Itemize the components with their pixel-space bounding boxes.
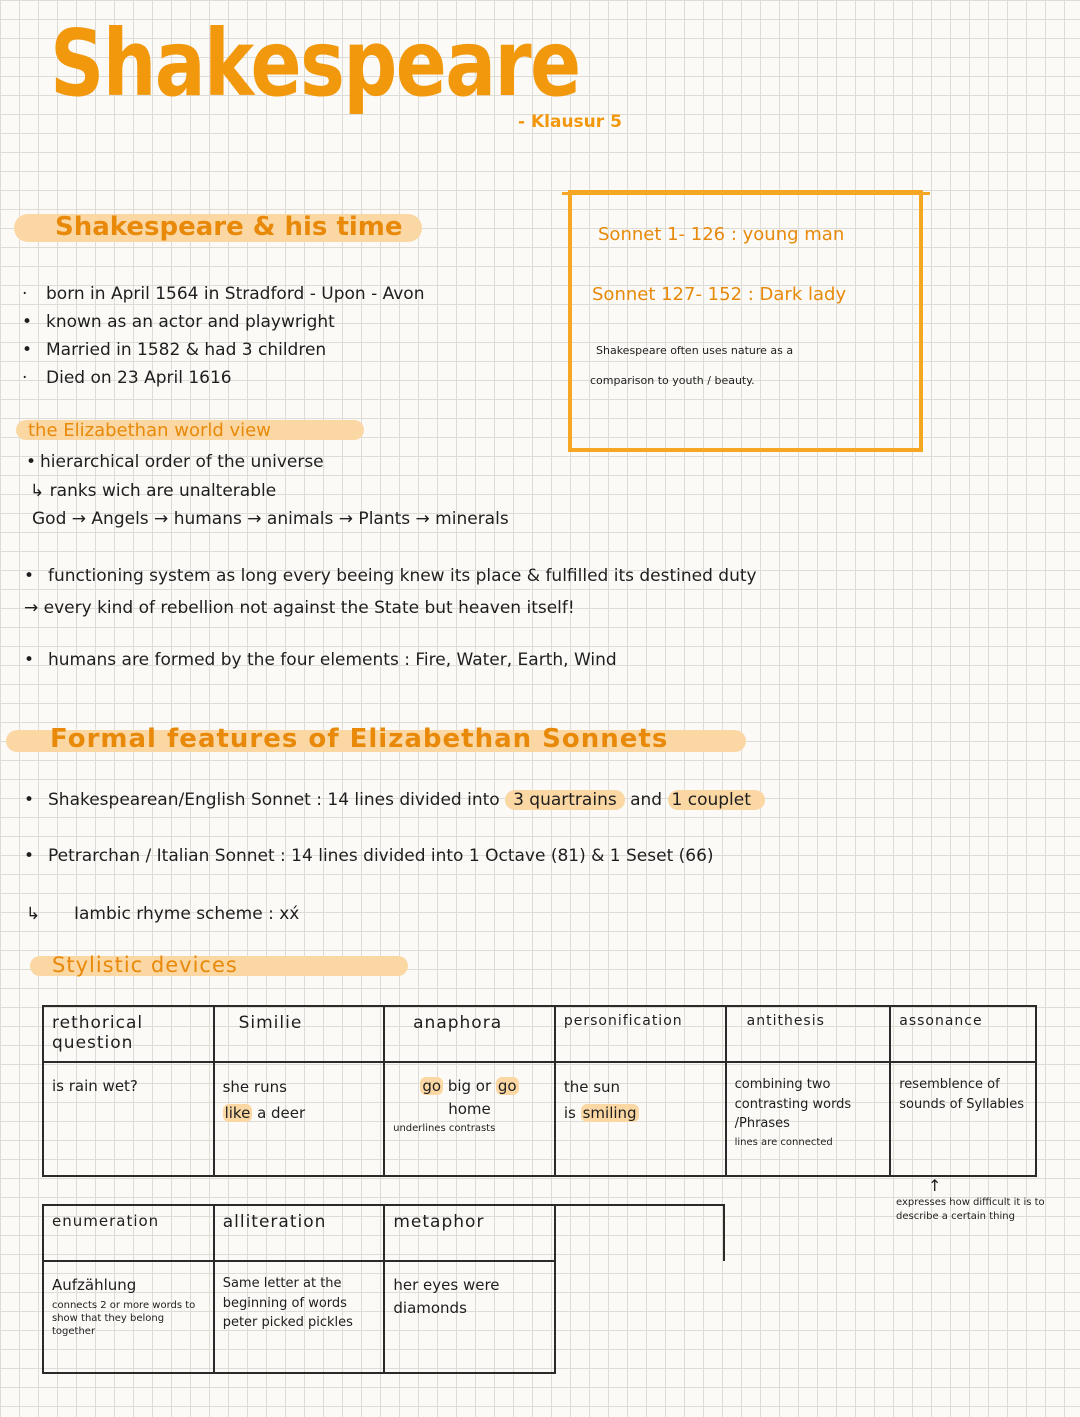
sonnet-note-2: comparison to youth / beauty. <box>590 374 755 387</box>
worldview-rebellion: → every kind of rebellion not against the State but heaven itself! <box>24 598 575 618</box>
device-example-cell: combining two contrasting words /Phrases lines are connected <box>726 1062 891 1176</box>
couplet-highlight: 1 couplet <box>668 790 765 810</box>
arrow-icon: ↳ <box>30 481 50 501</box>
sonnet-note-1: Shakespeare often uses nature as a <box>596 344 794 357</box>
arrow-icon: ↳ <box>26 904 41 924</box>
device-header-cell: alliteration <box>214 1205 385 1261</box>
italian-sonnet: • Petrarchan / Italian Sonnet : 14 lines divided into 1 Octave (81) & 1 Seset (66) <box>24 846 714 866</box>
device-example-cell: she runs like a deer <box>214 1062 385 1176</box>
empty-cell <box>555 1205 724 1261</box>
sonnet-dark-lady: Sonnet 127- 152 : Dark lady <box>592 284 847 305</box>
english-sonnet: • Shakespearean/English Sonnet : 14 lines divided into 3 quartrains and 1 couplet <box>24 790 765 810</box>
section-heading-stylistic: Stylistic devices <box>52 953 238 977</box>
device-header-cell: anaphora <box>384 1006 555 1062</box>
up-arrow-icon: ↑ <box>928 1176 942 1195</box>
device-example-cell: her eyes were diamonds <box>384 1261 555 1373</box>
bio-bullet: · Died on 23 April 1616 <box>22 368 232 388</box>
device-header-cell: antithesis <box>726 1006 891 1062</box>
worldview-bullet: • hierarchical order of the universe <box>26 452 324 472</box>
iambic-scheme: ↳ Iambic rhyme scheme : xx́ <box>26 904 300 924</box>
quartrains-highlight: 3 quartrains <box>505 790 625 810</box>
device-example-cell: is rain wet? <box>43 1062 214 1176</box>
page-title: Shakespeare <box>50 10 580 117</box>
worldview-chain: God → Angels → humans → animals → Plants → minerals <box>32 509 509 529</box>
device-example-cell: Aufzählung connects 2 or more words to show that they belong together <box>43 1261 214 1373</box>
device-header-cell: enumeration <box>43 1205 214 1261</box>
sonnets-box <box>568 190 923 452</box>
section-heading-time: Shakespeare & his time <box>55 212 403 242</box>
assonance-side-note: expresses how difficult it is to describe a certain thing <box>896 1197 1045 1222</box>
arrow-icon: → <box>24 598 44 618</box>
device-header-cell: metaphor <box>384 1205 555 1261</box>
device-example-cell: go big or go home underlines contrasts <box>384 1062 555 1176</box>
device-example-cell: the sun is smiling <box>555 1062 726 1176</box>
bio-bullet: • Married in 1582 & had 3 children <box>22 340 327 360</box>
device-example-cell: Same letter at the beginning of words peter picked pickles <box>214 1261 385 1373</box>
stylistic-table-1 <box>42 1005 1037 1177</box>
section-heading-formal: Formal features of Elizabethan Sonnets <box>50 724 669 754</box>
device-header-cell: Similie <box>214 1006 385 1062</box>
box-overhang-line <box>562 192 930 195</box>
device-example-cell: resemblence of sounds of Syllables <box>890 1062 1036 1176</box>
sonnet-young-man: Sonnet 1- 126 : young man <box>598 224 845 245</box>
page-subtitle: - Klausur 5 <box>518 112 622 132</box>
worldview-elements: • humans are formed by the four elements : Fire, Water, Earth, Wind <box>24 650 617 670</box>
bio-bullet: • known as an actor and playwright <box>22 312 335 332</box>
section-heading-worldview: the Elizabethan world view <box>28 420 271 441</box>
worldview-ranks: ↳ ranks wich are unalterable <box>30 481 277 501</box>
bio-bullet: · born in April 1564 in Stradford - Upon - Avon <box>22 284 425 304</box>
device-header-cell: assonance <box>890 1006 1036 1062</box>
device-header-cell: personification <box>555 1006 726 1062</box>
worldview-functioning: • functioning system as long every beeing knew its place & fulfilled its destined duty <box>24 566 757 586</box>
stylistic-table-2 <box>42 1204 725 1374</box>
device-header-cell: rethorical question <box>43 1006 214 1062</box>
empty-cell <box>555 1261 724 1373</box>
